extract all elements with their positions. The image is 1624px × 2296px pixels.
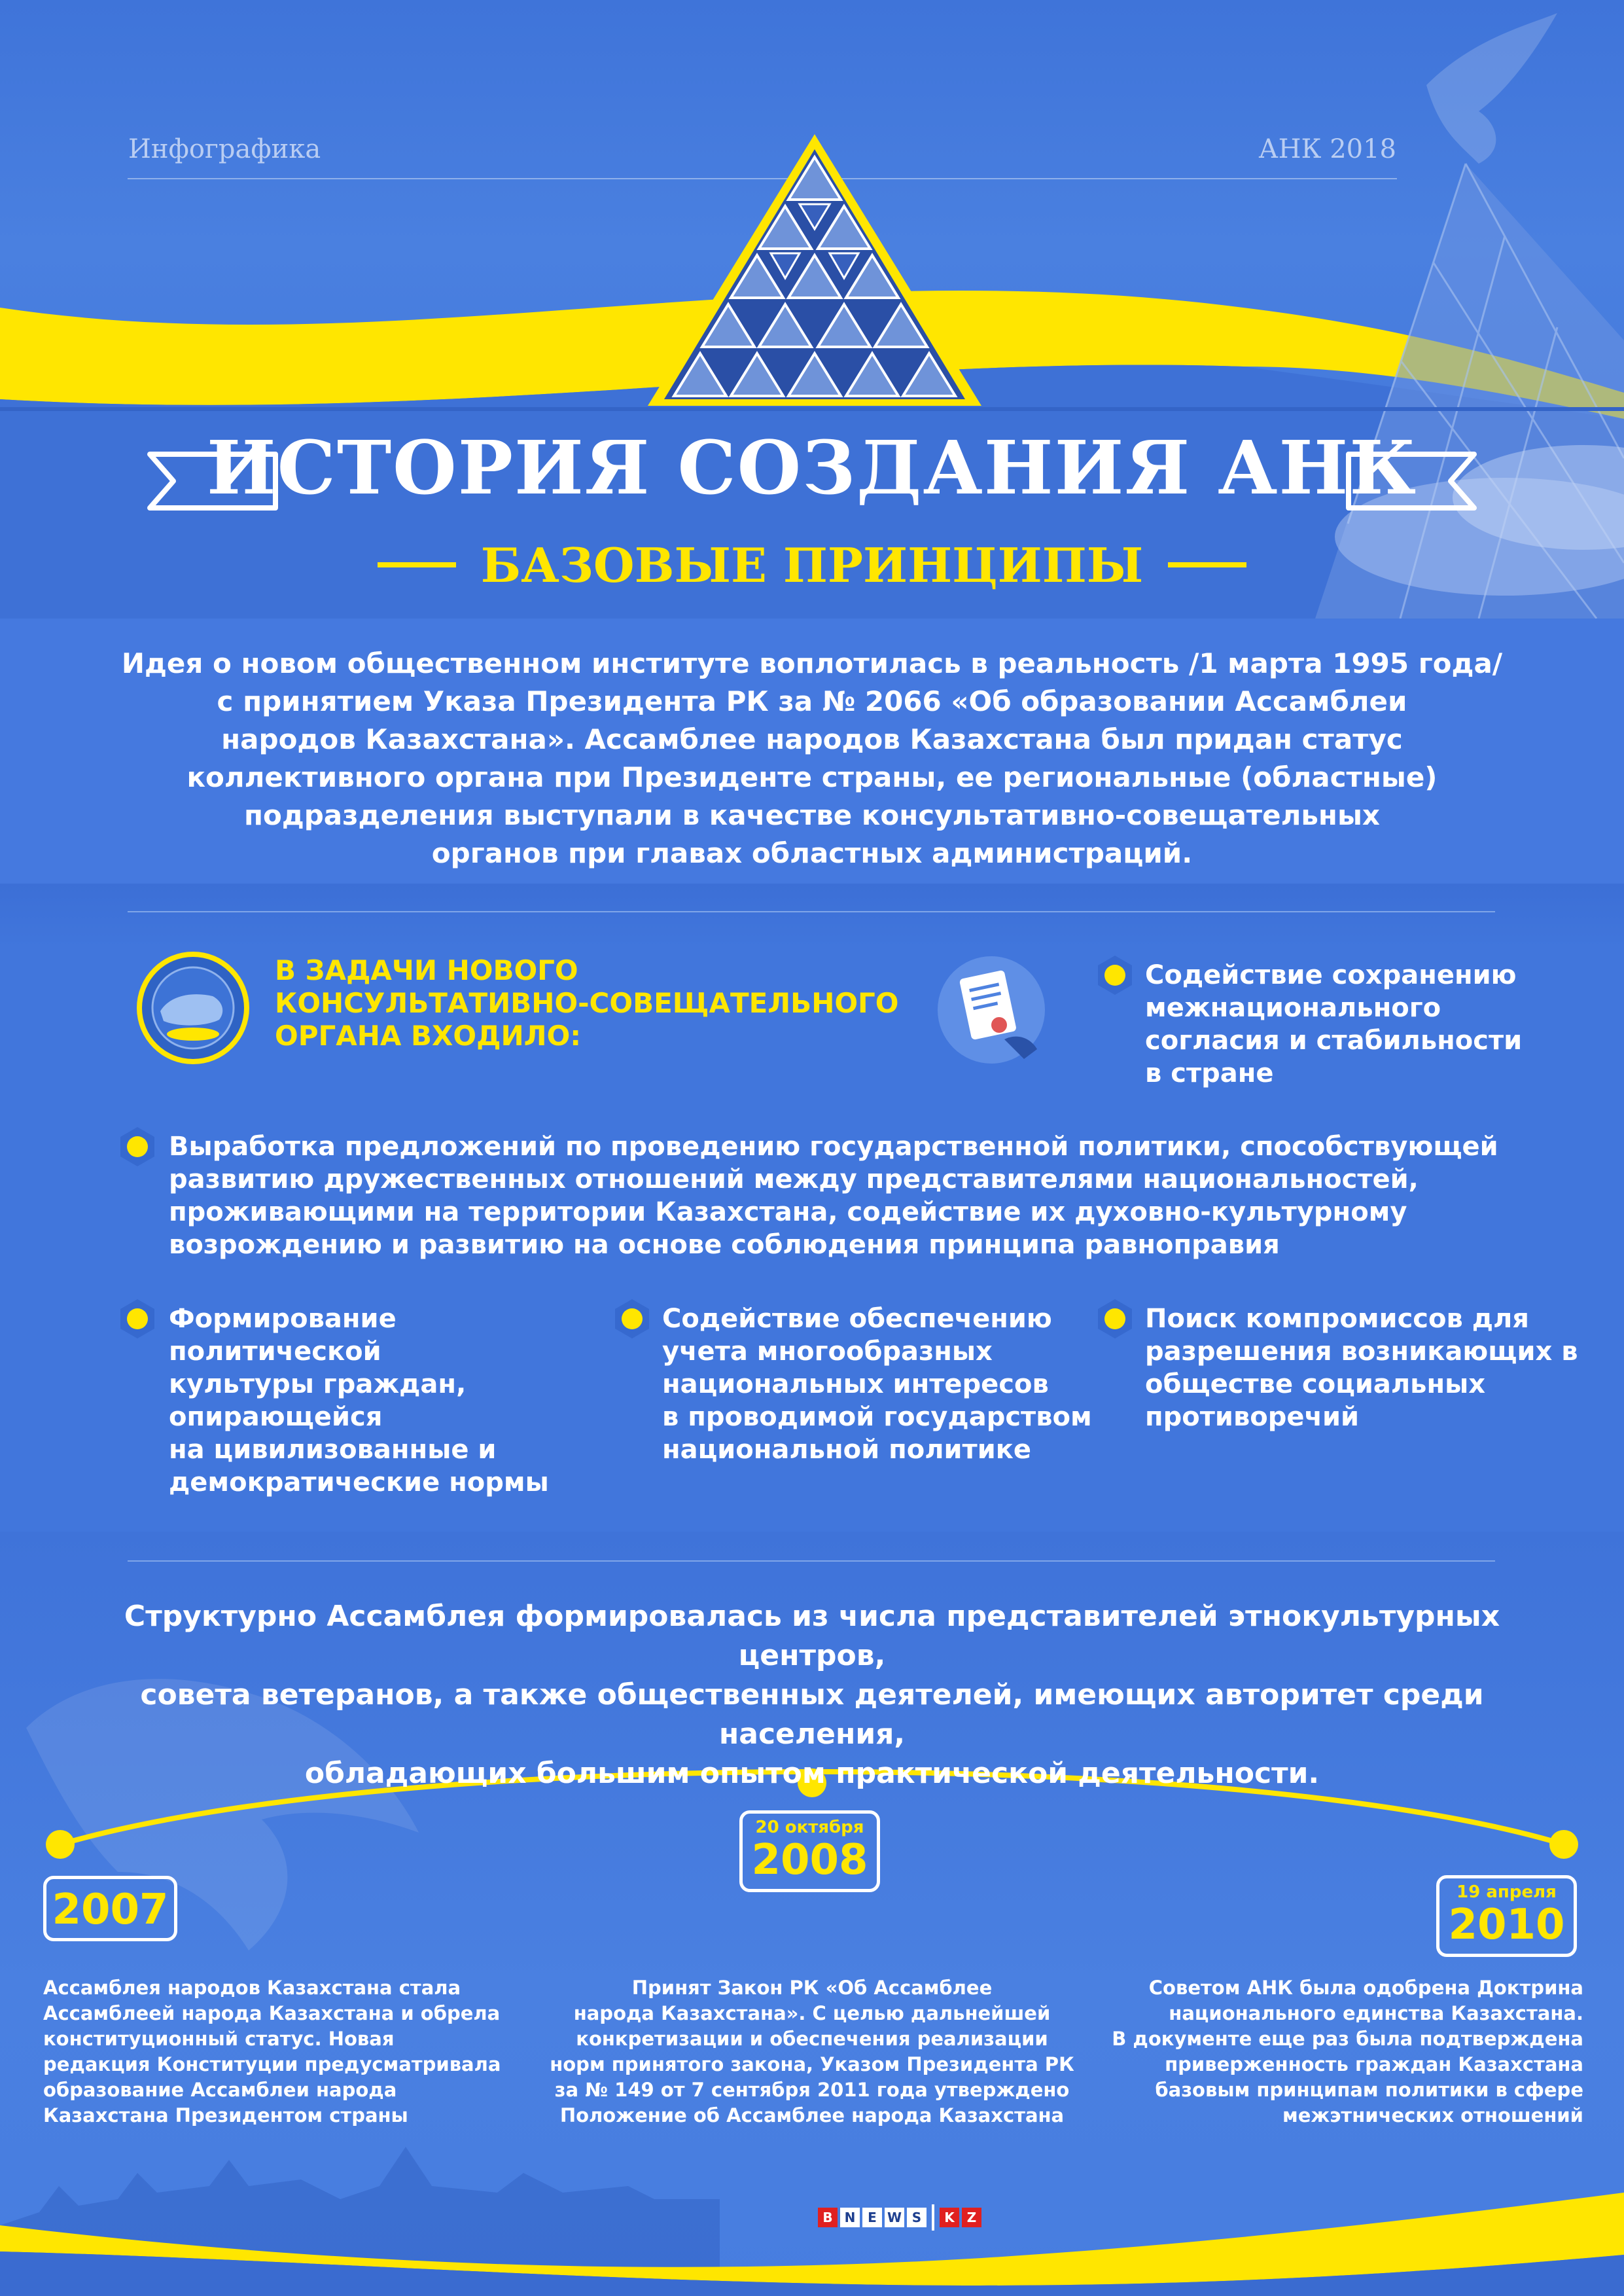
task-line: национальной политике [662, 1435, 1032, 1465]
task-item-political-culture [169, 1302, 601, 1499]
timeline-line: межэтнических отношений [1282, 2104, 1583, 2126]
task-line: обществе социальных [1145, 1369, 1486, 1399]
intro-paragraph [92, 645, 1532, 872]
intro-line: народов Казахстана». Ассамблее народов Казахстана был придан статус [221, 723, 1403, 755]
task-item-national-interests [662, 1302, 1107, 1466]
task-line: в проводимой государством [662, 1402, 1092, 1432]
infographic-label: Инфографика [128, 134, 321, 164]
logo-letter: K [940, 2208, 959, 2227]
year-label: 2008 [751, 1836, 868, 1884]
timeline-line: Ассамблеей народа Казахстана и обрела [43, 2002, 501, 2024]
header-banner [0, 0, 1624, 619]
intro-line: подразделения выступали в качестве консультативно-совещательных [243, 799, 1381, 831]
timeline-line: конкретизации и обеспечения реализации [576, 2028, 1048, 2050]
subtitle-dash-left [378, 562, 456, 567]
year-calendar-2010 [1436, 1875, 1577, 1957]
structure-line: обладающих большим опытом практической деятельности. [304, 1757, 1320, 1790]
task-line: Поиск компромиссов для [1145, 1304, 1529, 1334]
edition-label: АНК 2018 [1258, 134, 1396, 164]
timeline-line: базовым принципам политики в сфере [1155, 2079, 1583, 2101]
bullet-hex-icon [611, 1298, 653, 1340]
task-line: проживающими на территории Казахстана, содействие их духовно-культурному [169, 1197, 1407, 1227]
tasks-heading-line: ОРГАНА ВХОДИЛО: [275, 1020, 582, 1052]
subtitle-dash-right [1168, 562, 1246, 567]
date-label: 19 апреля [1456, 1882, 1557, 1902]
logo-divider [932, 2204, 934, 2231]
year-label: 2007 [52, 1886, 169, 1934]
task-line: возрождению и развитию на основе соблюдения принципа равноправия [169, 1230, 1280, 1260]
logo-letter: W [885, 2208, 904, 2227]
timeline-line: редакция Конституции предусматривала [43, 2053, 501, 2075]
intro-line: органов при главах областных администраций. [431, 837, 1193, 869]
task-line: в стране [1145, 1058, 1274, 1088]
task-line: разрешения возникающих в [1145, 1336, 1578, 1367]
task-line: демократические нормы [169, 1467, 549, 1498]
pyramid-icon [644, 131, 985, 409]
structure-line: Структурно Ассамблея формировалась из числа представителей этнокультурных центров, [124, 1600, 1500, 1672]
logo-letter: E [862, 2208, 882, 2227]
task-line: культуры граждан, [169, 1369, 467, 1399]
timeline-line: образование Ассамблеи народа [43, 2079, 397, 2101]
timeline-text-2010 [1067, 1975, 1583, 2128]
year-calendar-2008 [739, 1810, 880, 1892]
year-calendar-2007 [43, 1876, 177, 1941]
intro-line: Идея о новом общественном институте воплотилась в реальность /1 марта 1995 года/ [121, 647, 1503, 679]
timeline-line: Принят Закон РК «Об Ассамблее [631, 1977, 993, 1999]
timeline-line: национального единства Казахстана. [1169, 2002, 1583, 2024]
date-label: 20 октября [755, 1818, 864, 1837]
task-line: Содействие сохранению [1145, 960, 1517, 990]
page-title: ИСТОРИЯ СОЗДАНИЯ АНК [206, 425, 1418, 511]
section-divider [128, 911, 1495, 912]
timeline-text-2008 [537, 1975, 1087, 2128]
timeline-line: В документе еще раз была подтверждена [1112, 2028, 1583, 2050]
document-icon [932, 954, 1050, 1066]
task-line: противоречий [1145, 1402, 1360, 1432]
task-line: согласия и стабильности [1145, 1026, 1523, 1056]
logo-letter: S [907, 2208, 927, 2227]
timeline-line: приверженность граждан Казахстана [1165, 2053, 1583, 2075]
task-line: опирающейся [169, 1402, 383, 1432]
bullet-hex-icon [1094, 1298, 1136, 1340]
task-line: на цивилизованные и [169, 1435, 497, 1465]
bullet-hex-icon [1094, 954, 1136, 996]
year-label: 2010 [1448, 1901, 1565, 1949]
timeline-line: Положение об Ассамблее народа Казахстана [559, 2104, 1065, 2126]
timeline-line: норм принятого закона, Указом Президента РК [550, 2053, 1074, 2075]
task-item-policy-proposals [169, 1130, 1543, 1261]
task-line: Выработка предложений по проведению государственной политики, способствующей [169, 1132, 1498, 1162]
timeline-line: за № 149 от 7 сентября 2011 года утверждено [554, 2079, 1070, 2101]
task-line: национальных интересов [662, 1369, 1049, 1399]
intro-line: коллективного органа при Президенте страны, ее региональные (областные) [186, 761, 1438, 793]
assembly-emblem-icon [134, 949, 252, 1067]
task-line: Содействие обеспечению [662, 1304, 1052, 1334]
timeline-line: конституционный статус. Новая [43, 2028, 395, 2050]
tasks-heading-line: В ЗАДАЧИ НОВОГО [275, 954, 578, 986]
task-line: учета многообразных [662, 1336, 993, 1367]
timeline-text-2007 [43, 1975, 554, 2128]
logo-letter: Z [962, 2208, 981, 2227]
task-item-compromise [1145, 1302, 1590, 1433]
timeline-line: Советом АНК была одобрена Доктрина [1148, 1977, 1583, 1999]
task-line: межнационального [1145, 993, 1441, 1023]
subtitle-row [0, 535, 1624, 594]
tasks-heading [275, 954, 916, 1052]
task-line: развитию дружественных отношений между представителями национальностей, [169, 1164, 1419, 1194]
timeline-line: народа Казахстана». С целью дальнейшей [573, 2002, 1051, 2024]
task-line: Формирование политической [169, 1304, 397, 1367]
logo-letter: B [818, 2208, 838, 2227]
timeline-event-2007 [43, 1871, 177, 1943]
structure-line: совета ветеранов, а также общественных деятелей, имеющих авторитет среди населения, [140, 1678, 1484, 1751]
bullet-hex-icon [116, 1126, 158, 1168]
tasks-heading-line: КОНСУЛЬТАТИВНО-СОВЕЩАТЕЛЬНОГО [275, 987, 899, 1019]
intro-line: с принятием Указа Президента РК за № 2066 «Об образовании Ассамблеи [217, 685, 1407, 717]
logo-letter: N [840, 2208, 860, 2227]
structure-paragraph [65, 1597, 1559, 1793]
bnews-logo [818, 2206, 984, 2229]
page-subtitle: БАЗОВЫЕ ПРИНЦИПЫ [480, 537, 1144, 593]
timeline-line: Казахстана Президентом страны [43, 2104, 408, 2126]
bullet-hex-icon [116, 1298, 158, 1340]
section-divider [128, 1560, 1495, 1562]
task-item-stability [1145, 959, 1564, 1090]
timeline-line: Ассамблея народов Казахстана стала [43, 1977, 461, 1999]
